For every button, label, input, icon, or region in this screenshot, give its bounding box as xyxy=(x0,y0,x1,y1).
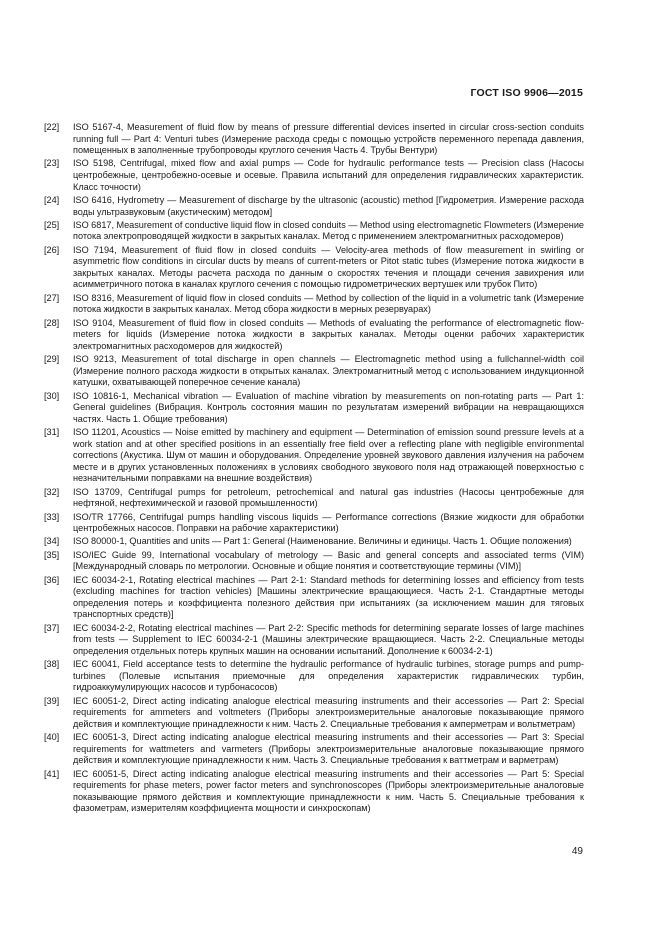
entry-text: IEC 60051-5, Direct acting indicating analogue electrical measuring instruments and their accessories — Part 5: Special requirements for phase meters, power factor meters and synchronoscopes (Приборы электроизмерительные аналоговые показывающие прямого действия и комплектующие принадлежности к ним. Часть 5. Специальные требования к фазометрам, измерителям коэффициента мощности и синхроскопам) xyxy=(73,768,584,814)
entry-text: IEC 60051-2, Direct acting indicating analogue electrical measuring instruments and their accessories — Part 2: Special requirements for ammeters and voltmeters (Приборы электроизмерительные аналоговые показывающие прямого действия и комплектующие принадлежности к ним. Часть 2. Специальные требования к амперметрам и вольтметрам) xyxy=(73,695,584,729)
entry-number: [38] xyxy=(44,659,60,670)
entry-number: [26] xyxy=(44,244,60,255)
bibliography-entry xyxy=(44,696,584,731)
entry-text: ISO 6817, Measurement of conductive liquid flow in closed conduits — Method using electromagnetic Flowmeters (Измерение потока электропроводящей жидкости в закрытых каналах. Метод с применением электромагнитных расходомеров) xyxy=(73,219,584,242)
bibliography-entry xyxy=(44,427,584,485)
entry-number: [30] xyxy=(44,390,60,401)
entry-text: ISO 11201, Acoustics — Noise emitted by machinery and equipment — Determination of emission sound pressure levels at a work station and at other specified positions in an essentially free field over a reflecting plane with negligible environmental corrections (Акустика. Шум от машин и оборудования. Определение уровней звукового давления излучения на рабочем месте и в других установленных положениях в условиях свободного звукового поля над отражающей поверхностью с незначительными поправками на внешние воздействия) xyxy=(73,427,584,484)
bibliography-entry xyxy=(44,536,584,548)
entry-number: [39] xyxy=(44,695,60,706)
entry-number: [24] xyxy=(44,194,60,205)
entry-number: [32] xyxy=(44,486,60,497)
entry-number: [34] xyxy=(44,536,60,547)
entry-text: IEC 60041, Field acceptance tests to determine the hydraulic performance of hydraulic turbines, storage pumps and pump-turbines (Полевые испытания приемочные для определения характеристик гидравлических турбин, гидроаккумулирующих насосов и турбонасосов) xyxy=(73,659,584,693)
bibliography-list xyxy=(44,122,584,817)
bibliography-entry xyxy=(44,354,584,389)
entry-text: ISO/TR 17766, Centrifugal pumps handling viscous liquids — Performance corrections (Вязкие жидкости для обработки центробежных насосов. Поправки на рабочие характеристики) xyxy=(73,511,584,534)
entry-number: [22] xyxy=(44,122,60,132)
entry-text: IEC 60034-2-2, Rotating electrical machines — Part 2-2: Specific methods for determining separate losses of large machines from tests — Supplement to IEC 60034-2-1 (Машины электрические вращающиеся. Часть 2-2. Специальные методы определения отдельных потерь крупных машин на основании испытаний. Дополнение к 60034-2-1) xyxy=(73,622,584,656)
standard-header: ГОСТ ISO 9906—2015 xyxy=(470,87,583,99)
entry-text: ISO 5198, Centrifugal, mixed flow and axial pumps — Code for hydraulic performance tests — Precision class (Насосы центробежные, центробежно-осевые и осевые. Правила испытаний для определения гидравлических характеристик. Класс точности) xyxy=(73,158,584,192)
entry-text: ISO 7194, Measurement of fluid flow in closed conduits — Velocity-area methods of flow measurement in swirling or asymmetric flow conditions in circular ducts by means of current-meters or Pitot static tubes (Измерение потока жидкости в закрытых каналах. Методы расчета расхода по данным о скоростях течения и площади сечения завихрения или асимметричного потока в каналах круглого сечения с помощью гидрометрических вертушек или трубок Пито) xyxy=(73,244,584,290)
bibliography-entry xyxy=(44,769,584,815)
entry-text: ISO 10816-1, Mechanical vibration — Evaluation of machine vibration by measurements on non-rotating parts — Part 1: General guidelines (Вибрация. Контроль состояния машин по результатам измерений вибрации на невращающихся частях. Часть 1. Общие требования) xyxy=(73,390,584,424)
entry-number: [33] xyxy=(44,511,60,522)
bibliography-entry xyxy=(44,318,584,353)
bibliography-entry xyxy=(44,122,584,157)
bibliography-entry xyxy=(44,550,584,573)
entry-text: ISO 80000-1, Quantities and units — Part 1: General (Наименование. Величины и единицы. Часть 1. Общие положения) xyxy=(73,536,572,547)
bibliography-entry xyxy=(44,391,584,426)
bibliography-entry xyxy=(44,245,584,291)
bibliography-entry xyxy=(44,659,584,694)
entry-number: [36] xyxy=(44,574,60,585)
bibliography-entry xyxy=(44,487,584,510)
entry-text: ISO 9104, Measurement of fluid flow in closed conduits — Methods of evaluating the performance of electromagnetic flow-meters for liquids (Измерение потока жидкости в закрытых каналах. Методы оценки рабочих характеристик электромагнитных расходомеров для жидкостей) xyxy=(73,317,584,351)
entry-number: [27] xyxy=(44,292,60,303)
entry-number: [28] xyxy=(44,317,60,328)
entry-text: IEC 60051-3, Direct acting indicating analogue electrical measuring instruments and their accessories — Part 3: Special requirements for wattmeters and varmeters (Приборы электроизмерительные аналоговые показывающие прямого действия и комплектующие принадлежности к ним. Часть 3. Специальные требования к ваттметрам и варметрам) xyxy=(73,732,584,766)
entry-text: ISO/IEC Guide 99, International vocabulary of metrology — Basic and general concepts and associated terms (VIM) [Международный словарь по метрологии. Основные и общие понятия и соответствующие термины (VIM)] xyxy=(73,549,584,572)
bibliography-entry xyxy=(44,512,584,535)
entry-text: ISO 6416, Hydrometry — Measurement of discharge by the ultrasonic (acoustic) method [Гидрометрия. Измерение расхода воды ультразвуковым (акустическим) методом] xyxy=(73,194,584,217)
entry-text: ISO 8316, Measurement of liquid flow in closed conduits — Method by collection of the liquid in a volumetric tank (Измерение потока жидкости в закрытых каналах. Метод сбора жидкости в мерных резервуарах) xyxy=(73,292,584,315)
bibliography-entry xyxy=(44,293,584,316)
entry-text: ISO 9213, Measurement of total discharge in open channels — Electromagnetic method using a fullchannel-width coil (Измерение полного расхода жидкости в открытых каналах. Электромагнитный метод с использованием индукционной катушки, охватывающей поперечное сечение канала) xyxy=(73,354,584,388)
entry-number: [29] xyxy=(44,354,60,365)
entry-number: [41] xyxy=(44,768,60,779)
entry-number: [40] xyxy=(44,732,60,743)
bibliography-entry xyxy=(44,195,584,218)
page-number: 49 xyxy=(571,846,583,857)
bibliography-entry xyxy=(44,158,584,193)
entry-text: ISO 13709, Centrifugal pumps for petroleum, petrochemical and natural gas industries (Насосы центробежные для нефтяной, нефтехимической и газовой промышленности) xyxy=(73,486,584,509)
entry-number: [37] xyxy=(44,622,60,633)
bibliography-entry xyxy=(44,575,584,621)
entry-text: ISO 5167-4, Measurement of fluid flow by means of pressure differential devices inserted in circular cross-section conduits running full — Part 4: Venturi tubes (Измерение расхода среды с помощью устройств переменного перепада давления, помещенных в заполненные трубопроводы круглого сечения Часть 4. Трубы Вентури) xyxy=(73,122,584,156)
entry-text: IEC 60034-2-1, Rotating electrical machines — Part 2-1: Standard methods for determining losses and efficiency from tests (excluding machines for traction vehicles) [Машины электрические вращающиеся. Часть 2-1. Стандартные методы определения потерь и коэффициента полезного действия при испытаниях (за исключением машин для тяговых транспортных средств)] xyxy=(73,574,584,620)
bibliography-entry xyxy=(44,220,584,243)
entry-number: [25] xyxy=(44,219,60,230)
entry-number: [35] xyxy=(44,549,60,560)
bibliography-entry xyxy=(44,623,584,658)
bibliography-entry xyxy=(44,732,584,767)
entry-number: [23] xyxy=(44,158,60,169)
entry-number: [31] xyxy=(44,427,60,438)
